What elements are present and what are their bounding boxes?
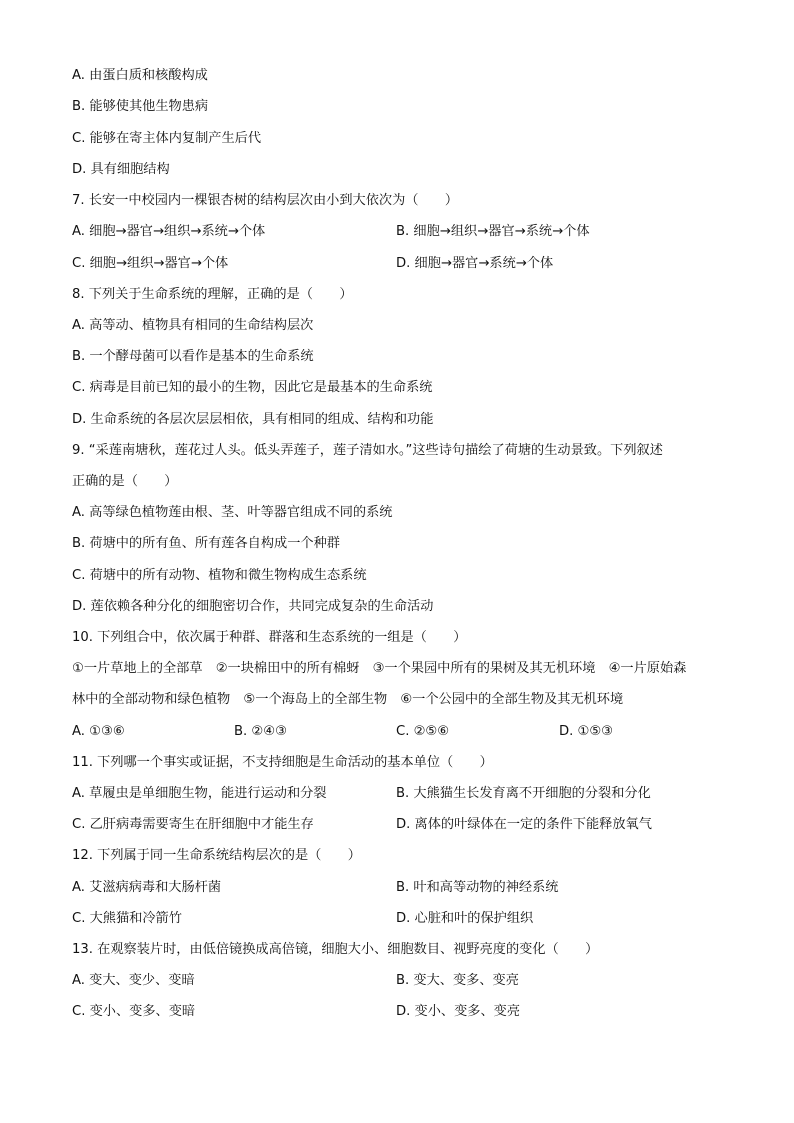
q6-option-c: C. 能够在寄主体内复制产生后代	[72, 131, 262, 146]
q11-options-row-2	[72, 814, 732, 836]
q10-options-row	[72, 721, 732, 743]
q10-items-line-2: 林中的全部动物和绿色植物 ⑤一个海岛上的全部生物 ⑥一个公园中的全部生物及其无机环境	[72, 692, 624, 707]
q13-options-row-1	[72, 970, 732, 992]
q12-options-row-2	[72, 908, 732, 930]
q10-option-c: C. ②⑤⑥	[396, 724, 450, 739]
q7-stem: 7. 长安一中校园内一棵银杏树的结构层次由小到大依次为（ ）	[72, 193, 459, 208]
q10-option-b: B. ②④③	[234, 724, 287, 739]
q9-option-a: A. 高等绿色植物莲由根、茎、叶等器官组成不同的系统	[72, 505, 393, 520]
q12-option-c: C. 大熊猫和冷箭竹	[72, 911, 182, 926]
q6-option-d: D. 具有细胞结构	[72, 162, 170, 177]
q7-options-row-1	[72, 221, 732, 243]
q9-stem-line-1: 9. “采莲南塘秋，莲花过人头。低头弄莲子，莲子清如水。”这些诗句描绘了荷塘的生动景致。下列叙述	[72, 443, 663, 458]
q12-option-a: A. 艾滋病病毒和大肠杆菌	[72, 880, 222, 895]
q11-option-d: D. 离体的叶绿体在一定的条件下能释放氧气	[396, 817, 652, 832]
q7-option-b: B. 细胞→组织→器官→系统→个体	[396, 224, 590, 239]
q7-option-d: D. 细胞→器官→系统→个体	[396, 256, 554, 271]
q11-options-row-1	[72, 783, 732, 805]
q8-option-a: A. 高等动、植物具有相同的生命结构层次	[72, 318, 314, 333]
q10-items-line-1: ①一片草地上的全部草 ②一块棉田中的所有棉蚜 ③一个果园中所有的果树及其无机环境 ④一片原始森	[72, 661, 687, 676]
q12-option-d: D. 心脏和叶的保护组织	[396, 911, 534, 926]
q9-option-b: B. 荷塘中的所有鱼、所有莲各自构成一个种群	[72, 536, 340, 551]
q8-stem: 8. 下列关于生命系统的理解，正确的是（ ）	[72, 287, 353, 302]
q10-option-a: A. ①③⑥	[72, 724, 125, 739]
q7-option-a: A. 细胞→器官→组织→系统→个体	[72, 224, 266, 239]
q6-option-b: B. 能够使其他生物患病	[72, 99, 209, 114]
q13-option-d: D. 变小、变多、变亮	[396, 1004, 521, 1019]
q12-options-row-1	[72, 877, 732, 899]
q13-stem: 13. 在观察装片时，由低倍镜换成高倍镜，细胞大小、细胞数目、视野亮度的变化（ ）	[72, 942, 599, 957]
q11-stem: 11. 下列哪一个事实或证据，不支持细胞是生命活动的基本单位（ ）	[72, 755, 493, 770]
q6-option-a: A. 由蛋白质和核酸构成	[72, 68, 208, 83]
q11-option-a: A. 草履虫是单细胞生物，能进行运动和分裂	[72, 786, 327, 801]
q10-stem: 10. 下列组合中，依次属于种群、群落和生态系统的一组是（ ）	[72, 630, 467, 645]
q9-option-c: C. 荷塘中的所有动物、植物和微生物构成生态系统	[72, 568, 367, 583]
q13-option-c: C. 变小、变多、变暗	[72, 1004, 196, 1019]
q9-option-d: D. 莲依赖各种分化的细胞密切合作，共同完成复杂的生命活动	[72, 599, 434, 614]
q11-option-b: B. 大熊猫生长发育离不开细胞的分裂和分化	[396, 786, 651, 801]
q13-option-b: B. 变大、变多、变亮	[396, 973, 519, 988]
q7-options-row-2	[72, 253, 732, 275]
q9-stem-line-2: 正确的是（ ）	[72, 474, 178, 489]
q12-stem: 12. 下列属于同一生命系统结构层次的是（ ）	[72, 848, 361, 863]
q13-option-a: A. 变大、变少、变暗	[72, 973, 195, 988]
q7-option-c: C. 细胞→组织→器官→个体	[72, 256, 229, 271]
q8-option-b: B. 一个酵母菌可以看作是基本的生命系统	[72, 349, 314, 364]
q13-options-row-2	[72, 1001, 732, 1023]
q8-option-d: D. 生命系统的各层次层层相依，具有相同的组成、结构和功能	[72, 412, 434, 427]
q10-option-d: D. ①⑤③	[559, 724, 614, 739]
q12-option-b: B. 叶和高等动物的神经系统	[396, 880, 559, 895]
q8-option-c: C. 病毒是目前已知的最小的生物，因此它是最基本的生命系统	[72, 380, 433, 395]
q11-option-c: C. 乙肝病毒需要寄生在肝细胞中才能生存	[72, 817, 314, 832]
